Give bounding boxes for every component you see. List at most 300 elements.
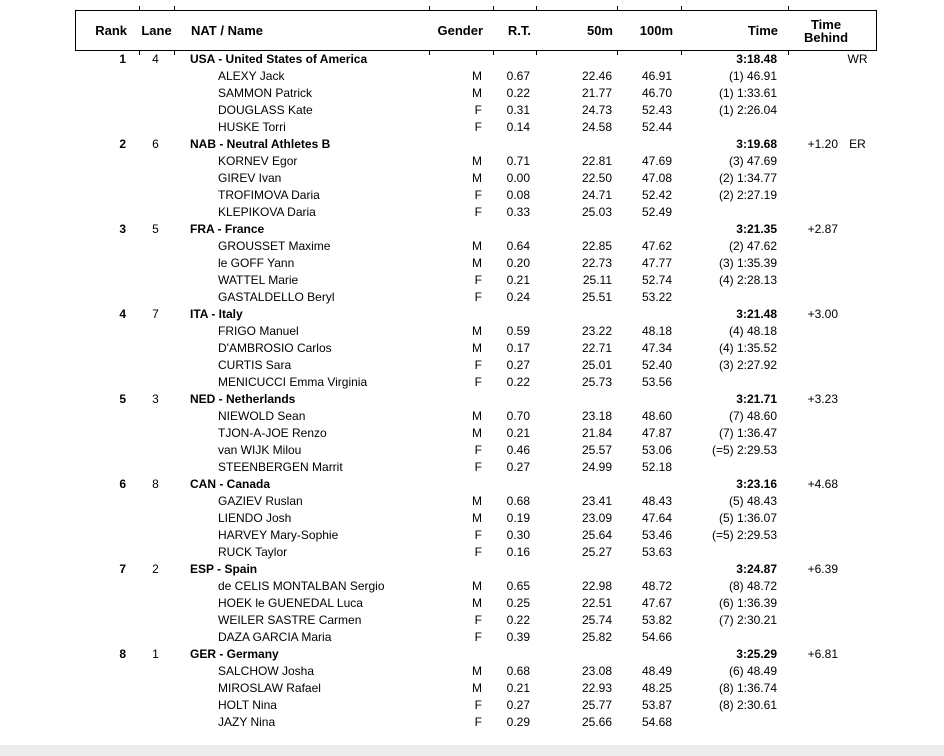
swimmer-cumulative-split: (1) 2:26.04 bbox=[718, 103, 777, 117]
swimmer-cumulative-split: (=5) 2:29.53 bbox=[711, 528, 777, 542]
swimmer-row bbox=[75, 204, 877, 221]
swimmer-name: WEILER SASTRE Carmen bbox=[218, 613, 362, 627]
team-final-time: 3:21.48 bbox=[736, 307, 777, 321]
swimmer-100m-split: 48.18 bbox=[641, 324, 672, 338]
team-rank: 3 bbox=[119, 222, 126, 236]
swimmer-cumulative-split: (3) 1:35.39 bbox=[718, 256, 777, 270]
column-divider-tick bbox=[174, 51, 175, 55]
swimmer-100m-split: 52.44 bbox=[641, 120, 672, 134]
swimmer-reaction-time: 0.67 bbox=[506, 69, 530, 83]
swimmer-100m-split: 52.49 bbox=[641, 205, 672, 219]
swimmer-50m-split: 25.03 bbox=[581, 205, 612, 219]
swimmer-gender: M bbox=[472, 256, 482, 270]
swimmer-100m-split: 52.43 bbox=[641, 103, 672, 117]
team-row bbox=[75, 391, 877, 408]
swimmer-50m-split: 21.77 bbox=[581, 86, 612, 100]
header-gender: Gender bbox=[437, 23, 483, 38]
swimmer-cumulative-split: (4) 48.18 bbox=[728, 324, 777, 338]
swimmer-100m-split: 47.77 bbox=[641, 256, 672, 270]
swimmer-50m-split: 22.81 bbox=[581, 154, 612, 168]
swimmer-row bbox=[75, 680, 877, 697]
swimmer-gender: M bbox=[472, 426, 482, 440]
swimmer-name: TJON-A-JOE Renzo bbox=[218, 426, 327, 440]
column-divider-tick bbox=[681, 51, 682, 55]
team-name: FRA - France bbox=[190, 222, 265, 236]
swimmer-reaction-time: 0.27 bbox=[506, 698, 530, 712]
swimmer-reaction-time: 0.46 bbox=[506, 443, 530, 457]
team-final-time: 3:25.29 bbox=[736, 647, 777, 661]
column-divider-tick bbox=[139, 6, 140, 10]
swimmer-name: HUSKE Torri bbox=[218, 120, 286, 134]
team-behind-cell bbox=[787, 306, 877, 323]
swimmer-50m-split: 25.77 bbox=[581, 698, 612, 712]
team-lane: 1 bbox=[152, 647, 159, 661]
swimmer-reaction-time: 0.21 bbox=[506, 681, 530, 695]
team-row bbox=[75, 561, 877, 578]
swimmer-100m-split: 46.91 bbox=[641, 69, 672, 83]
swimmer-name: SAMMON Patrick bbox=[218, 86, 313, 100]
team-row bbox=[75, 136, 877, 153]
swimmer-name: STEENBERGEN Marrit bbox=[218, 460, 343, 474]
swimmer-row bbox=[75, 340, 877, 357]
swimmer-50m-split: 23.08 bbox=[581, 664, 612, 678]
swimmer-cumulative-split: (7) 2:30.21 bbox=[718, 613, 777, 627]
swimmer-name: RUCK Taylor bbox=[218, 545, 288, 559]
swimmer-reaction-time: 0.24 bbox=[506, 290, 530, 304]
swimmer-name: GASTALDELLO Beryl bbox=[218, 290, 335, 304]
swimmer-gender: M bbox=[472, 341, 482, 355]
swimmer-100m-split: 52.74 bbox=[641, 273, 672, 287]
swimmer-name: GROUSSET Maxime bbox=[218, 239, 331, 253]
swimmer-reaction-time: 0.14 bbox=[506, 120, 530, 134]
swimmer-reaction-time: 0.68 bbox=[506, 664, 530, 678]
swimmer-cumulative-split: (2) 2:27.19 bbox=[718, 188, 777, 202]
bottom-bar bbox=[0, 745, 944, 756]
swimmer-100m-split: 48.49 bbox=[641, 664, 672, 678]
swimmer-name: SALCHOW Josha bbox=[218, 664, 315, 678]
results-sheet bbox=[75, 10, 877, 731]
swimmer-100m-split: 47.69 bbox=[641, 154, 672, 168]
swimmer-50m-split: 25.74 bbox=[581, 613, 612, 627]
swimmer-100m-split: 52.42 bbox=[641, 188, 672, 202]
team-lane: 3 bbox=[152, 392, 159, 406]
team-lane: 8 bbox=[152, 477, 159, 491]
column-divider-tick bbox=[493, 6, 494, 10]
swimmer-reaction-time: 0.64 bbox=[506, 239, 530, 253]
swimmer-name: WATTEL Marie bbox=[218, 273, 299, 287]
swimmer-row bbox=[75, 442, 877, 459]
team-row bbox=[75, 51, 877, 68]
swimmer-50m-split: 24.73 bbox=[581, 103, 612, 117]
swimmer-reaction-time: 0.68 bbox=[506, 494, 530, 508]
team-final-time: 3:24.87 bbox=[736, 562, 777, 576]
swimmer-gender: M bbox=[472, 579, 482, 593]
swimmer-50m-split: 25.11 bbox=[582, 273, 612, 287]
swimmer-row bbox=[75, 510, 877, 527]
swimmer-gender: M bbox=[472, 154, 482, 168]
swimmer-gender: M bbox=[472, 171, 482, 185]
swimmer-cumulative-split: (5) 1:36.07 bbox=[718, 511, 777, 525]
record-badge: ER bbox=[849, 137, 866, 151]
swimmer-100m-split: 47.08 bbox=[641, 171, 672, 185]
swimmer-row bbox=[75, 255, 877, 272]
swimmer-name: D'AMBROSIO Carlos bbox=[218, 341, 332, 355]
swimmer-name: DAZA GARCIA Maria bbox=[218, 630, 332, 644]
column-divider-tick bbox=[788, 51, 789, 55]
swimmer-row bbox=[75, 527, 877, 544]
swimmer-reaction-time: 0.08 bbox=[506, 188, 530, 202]
swimmer-100m-split: 53.56 bbox=[641, 375, 672, 389]
swimmer-row bbox=[75, 357, 877, 374]
swimmer-name: NIEWOLD Sean bbox=[218, 409, 306, 423]
team-final-time: 3:19.68 bbox=[736, 137, 777, 151]
team-final-time: 3:21.35 bbox=[736, 222, 777, 236]
swimmer-50m-split: 23.41 bbox=[581, 494, 612, 508]
team-rank: 6 bbox=[119, 477, 126, 491]
team-lane: 6 bbox=[152, 137, 159, 151]
team-rank: 1 bbox=[119, 52, 126, 66]
swimmer-reaction-time: 0.29 bbox=[506, 715, 530, 729]
team-row bbox=[75, 476, 877, 493]
swimmer-name: le GOFF Yann bbox=[218, 256, 295, 270]
swimmer-50m-split: 25.57 bbox=[581, 443, 612, 457]
results-body bbox=[75, 51, 877, 731]
swimmer-reaction-time: 0.33 bbox=[506, 205, 530, 219]
team-row bbox=[75, 646, 877, 663]
team-lane: 2 bbox=[152, 562, 159, 576]
header-time-behind bbox=[788, 18, 878, 44]
swimmer-name: MIROSLAW Rafael bbox=[218, 681, 321, 695]
swimmer-reaction-time: 0.21 bbox=[506, 426, 530, 440]
swimmer-cumulative-split: (6) 1:36.39 bbox=[718, 596, 777, 610]
swimmer-50m-split: 25.66 bbox=[581, 715, 612, 729]
team-name: ESP - Spain bbox=[190, 562, 258, 576]
swimmer-row bbox=[75, 68, 877, 85]
swimmer-name: de CELIS MONTALBAN Sergio bbox=[218, 579, 385, 593]
swimmer-gender: F bbox=[474, 273, 482, 287]
swimmer-100m-split: 53.46 bbox=[641, 528, 672, 542]
team-behind-cell bbox=[787, 561, 877, 578]
swimmer-name: KLEPIKOVA Daria bbox=[218, 205, 316, 219]
swimmer-name: ALEXY Jack bbox=[218, 69, 285, 83]
swimmer-gender: F bbox=[474, 103, 482, 117]
swimmer-100m-split: 52.18 bbox=[641, 460, 672, 474]
swimmer-gender: M bbox=[472, 494, 482, 508]
swimmer-50m-split: 22.71 bbox=[581, 341, 612, 355]
swimmer-gender: F bbox=[474, 630, 482, 644]
team-lane: 5 bbox=[152, 222, 159, 236]
swimmer-row bbox=[75, 425, 877, 442]
swimmer-row bbox=[75, 238, 877, 255]
swimmer-row bbox=[75, 595, 877, 612]
swimmer-reaction-time: 0.21 bbox=[506, 273, 530, 287]
swimmer-cumulative-split: (7) 1:36.47 bbox=[718, 426, 777, 440]
swimmer-row bbox=[75, 323, 877, 340]
header-100m: 100m bbox=[639, 23, 673, 38]
team-rank: 2 bbox=[119, 137, 126, 151]
time-behind-value: +6.81 bbox=[807, 647, 838, 661]
swimmer-row bbox=[75, 714, 877, 731]
swimmer-50m-split: 25.51 bbox=[581, 290, 612, 304]
swimmer-reaction-time: 0.25 bbox=[506, 596, 530, 610]
swimmer-cumulative-split: (8) 48.72 bbox=[728, 579, 777, 593]
swimmer-gender: M bbox=[472, 596, 482, 610]
column-divider-tick bbox=[536, 51, 537, 55]
swimmer-name: FRIGO Manuel bbox=[218, 324, 299, 338]
swimmer-50m-split: 22.98 bbox=[581, 579, 612, 593]
swimmer-50m-split: 22.73 bbox=[581, 256, 612, 270]
swimmer-100m-split: 53.06 bbox=[641, 443, 672, 457]
swimmer-reaction-time: 0.00 bbox=[506, 171, 530, 185]
header-lane: Lane bbox=[141, 23, 172, 38]
swimmer-name: HOEK le GUENEDAL Luca bbox=[218, 596, 363, 610]
swimmer-50m-split: 25.64 bbox=[581, 528, 612, 542]
swimmer-row bbox=[75, 187, 877, 204]
swimmer-gender: F bbox=[474, 613, 482, 627]
swimmer-reaction-time: 0.65 bbox=[506, 579, 530, 593]
team-name: CAN - Canada bbox=[190, 477, 271, 491]
swimmer-name: TROFIMOVA Daria bbox=[218, 188, 320, 202]
swimmer-name: DOUGLASS Kate bbox=[218, 103, 313, 117]
swimmer-gender: F bbox=[474, 358, 482, 372]
swimmer-100m-split: 47.34 bbox=[641, 341, 672, 355]
swimmer-100m-split: 52.40 bbox=[641, 358, 672, 372]
swimmer-50m-split: 24.71 bbox=[581, 188, 612, 202]
swimmer-100m-split: 54.68 bbox=[641, 715, 672, 729]
swimmer-50m-split: 22.50 bbox=[581, 171, 612, 185]
swimmer-row bbox=[75, 374, 877, 391]
header-reaction-time: R.T. bbox=[507, 23, 531, 38]
swimmer-name: JAZY Nina bbox=[218, 715, 276, 729]
swimmer-50m-split: 21.84 bbox=[581, 426, 612, 440]
swimmer-gender: M bbox=[472, 409, 482, 423]
header-rank: Rank bbox=[95, 23, 127, 38]
swimmer-gender: M bbox=[472, 324, 482, 338]
swimmer-name: van WIJK Milou bbox=[218, 443, 302, 457]
team-lane: 4 bbox=[152, 52, 159, 66]
swimmer-100m-split: 53.22 bbox=[641, 290, 672, 304]
team-behind-cell bbox=[787, 476, 877, 493]
swimmer-reaction-time: 0.30 bbox=[506, 528, 530, 542]
swimmer-50m-split: 22.93 bbox=[581, 681, 612, 695]
swimmer-cumulative-split: (5) 48.43 bbox=[728, 494, 777, 508]
team-behind-cell bbox=[787, 391, 877, 408]
swimmer-row bbox=[75, 629, 877, 646]
swimmer-cumulative-split: (2) 47.62 bbox=[728, 239, 777, 253]
swimmer-reaction-time: 0.59 bbox=[506, 324, 530, 338]
swimmer-gender: F bbox=[474, 443, 482, 457]
swimmer-cumulative-split: (=5) 2:29.53 bbox=[711, 443, 777, 457]
swimmer-reaction-time: 0.17 bbox=[506, 341, 530, 355]
swimmer-50m-split: 22.46 bbox=[581, 69, 612, 83]
swimmer-gender: F bbox=[474, 715, 482, 729]
column-divider-tick bbox=[493, 51, 494, 55]
swimmer-cumulative-split: (3) 47.69 bbox=[728, 154, 777, 168]
team-behind-cell bbox=[787, 51, 877, 68]
swimmer-reaction-time: 0.31 bbox=[506, 103, 530, 117]
swimmer-gender: M bbox=[472, 86, 482, 100]
team-rank: 8 bbox=[119, 647, 126, 661]
header-50m: 50m bbox=[586, 23, 613, 38]
swimmer-name: KORNEV Egor bbox=[218, 154, 298, 168]
swimmer-100m-split: 48.72 bbox=[641, 579, 672, 593]
swimmer-gender: F bbox=[474, 290, 482, 304]
swimmer-reaction-time: 0.71 bbox=[506, 154, 530, 168]
team-name: NED - Netherlands bbox=[190, 392, 296, 406]
time-behind-value: +4.68 bbox=[807, 477, 838, 491]
swimmer-reaction-time: 0.22 bbox=[506, 375, 530, 389]
swimmer-row bbox=[75, 170, 877, 187]
swimmer-reaction-time: 0.22 bbox=[506, 613, 530, 627]
column-divider-tick bbox=[536, 6, 537, 10]
team-behind-cell bbox=[787, 136, 877, 153]
team-name: USA - United States of America bbox=[190, 52, 368, 66]
swimmer-row bbox=[75, 272, 877, 289]
swimmer-100m-split: 47.87 bbox=[641, 426, 672, 440]
team-lane: 7 bbox=[152, 307, 159, 321]
swimmer-name: HARVEY Mary-Sophie bbox=[218, 528, 339, 542]
swimmer-row bbox=[75, 663, 877, 680]
swimmer-50m-split: 23.22 bbox=[581, 324, 612, 338]
swimmer-gender: M bbox=[472, 681, 482, 695]
team-name: NAB - Neutral Athletes B bbox=[190, 137, 331, 151]
swimmer-reaction-time: 0.19 bbox=[506, 511, 530, 525]
swimmer-row bbox=[75, 493, 877, 510]
team-rank: 4 bbox=[119, 307, 126, 321]
column-divider-tick bbox=[788, 6, 789, 10]
team-behind-cell bbox=[787, 646, 877, 663]
swimmer-cumulative-split: (7) 48.60 bbox=[728, 409, 777, 423]
swimmer-100m-split: 48.25 bbox=[641, 681, 672, 695]
results-header-row bbox=[75, 10, 877, 51]
time-behind-value: +1.20 bbox=[807, 137, 838, 151]
header-nat-name: NAT / Name bbox=[191, 23, 263, 38]
swimmer-100m-split: 47.64 bbox=[641, 511, 672, 525]
team-behind-cell bbox=[787, 221, 877, 238]
swimmer-row bbox=[75, 697, 877, 714]
swimmer-50m-split: 24.58 bbox=[581, 120, 612, 134]
swimmer-name: GIREV Ivan bbox=[218, 171, 282, 185]
swimmer-name: MENICUCCI Emma Virginia bbox=[218, 375, 368, 389]
swimmer-name: LIENDO Josh bbox=[218, 511, 292, 525]
swimmer-100m-split: 48.60 bbox=[641, 409, 672, 423]
swimmer-cumulative-split: (4) 2:28.13 bbox=[718, 273, 777, 287]
swimmer-gender: F bbox=[474, 188, 482, 202]
swimmer-gender: M bbox=[472, 664, 482, 678]
swimmer-gender: M bbox=[472, 239, 482, 253]
swimmer-gender: F bbox=[474, 698, 482, 712]
column-divider-tick bbox=[617, 6, 618, 10]
swimmer-gender: M bbox=[472, 69, 482, 83]
swimmer-row bbox=[75, 408, 877, 425]
swimmer-row bbox=[75, 102, 877, 119]
swimmer-row bbox=[75, 578, 877, 595]
header-time: Time bbox=[747, 23, 778, 38]
column-divider-tick bbox=[429, 6, 430, 10]
swimmer-cumulative-split: (1) 46.91 bbox=[728, 69, 777, 83]
swimmer-row bbox=[75, 289, 877, 306]
swimmer-100m-split: 53.87 bbox=[641, 698, 672, 712]
team-name: GER - Germany bbox=[190, 647, 279, 661]
swimmer-cumulative-split: (1) 1:33.61 bbox=[718, 86, 777, 100]
team-row bbox=[75, 221, 877, 238]
column-divider-tick bbox=[681, 6, 682, 10]
header-time-behind-line1: Time bbox=[810, 16, 842, 32]
team-rank: 5 bbox=[119, 392, 126, 406]
swimmer-50m-split: 25.27 bbox=[581, 545, 612, 559]
column-divider-tick bbox=[429, 51, 430, 55]
swimmer-100m-split: 47.62 bbox=[641, 239, 672, 253]
swimmer-row bbox=[75, 119, 877, 136]
swimmer-cumulative-split: (6) 48.49 bbox=[728, 664, 777, 678]
swimmer-gender: F bbox=[474, 528, 482, 542]
swimmer-gender: F bbox=[474, 545, 482, 559]
swimmer-100m-split: 53.82 bbox=[641, 613, 672, 627]
swimmer-100m-split: 46.70 bbox=[641, 86, 672, 100]
record-badge: WR bbox=[847, 52, 868, 66]
swimmer-100m-split: 47.67 bbox=[641, 596, 672, 610]
swimmer-100m-split: 53.63 bbox=[641, 545, 672, 559]
swimmer-gender: M bbox=[472, 511, 482, 525]
swimmer-100m-split: 48.43 bbox=[641, 494, 672, 508]
swimmer-name: HOLT Nina bbox=[218, 698, 277, 712]
team-row bbox=[75, 306, 877, 323]
swimmer-50m-split: 24.99 bbox=[581, 460, 612, 474]
swimmer-row bbox=[75, 612, 877, 629]
swimmer-row bbox=[75, 459, 877, 476]
time-behind-value: +2.87 bbox=[807, 222, 838, 236]
time-behind-value: +3.23 bbox=[807, 392, 838, 406]
swimmer-50m-split: 25.73 bbox=[581, 375, 612, 389]
column-divider-tick bbox=[174, 6, 175, 10]
swimmer-row bbox=[75, 153, 877, 170]
swimmer-row bbox=[75, 85, 877, 102]
swimmer-name: GAZIEV Ruslan bbox=[218, 494, 303, 508]
swimmer-reaction-time: 0.16 bbox=[506, 545, 530, 559]
column-divider-tick bbox=[617, 51, 618, 55]
time-behind-value: +6.39 bbox=[807, 562, 838, 576]
swimmer-reaction-time: 0.20 bbox=[506, 256, 530, 270]
team-final-time: 3:21.71 bbox=[736, 392, 777, 406]
swimmer-50m-split: 22.51 bbox=[581, 596, 612, 610]
time-behind-value: +3.00 bbox=[807, 307, 838, 321]
team-final-time: 3:18.48 bbox=[736, 52, 777, 66]
swimmer-50m-split: 23.18 bbox=[581, 409, 612, 423]
swimmer-gender: F bbox=[474, 460, 482, 474]
header-time-behind-line2: Behind bbox=[803, 29, 849, 45]
team-final-time: 3:23.16 bbox=[736, 477, 777, 491]
swimmer-reaction-time: 0.39 bbox=[506, 630, 530, 644]
team-rank: 7 bbox=[119, 562, 126, 576]
swimmer-reaction-time: 0.27 bbox=[506, 358, 530, 372]
swimmer-gender: F bbox=[474, 205, 482, 219]
swimmer-reaction-time: 0.22 bbox=[506, 86, 530, 100]
swimmer-cumulative-split: (8) 2:30.61 bbox=[718, 698, 777, 712]
swimmer-reaction-time: 0.70 bbox=[506, 409, 530, 423]
swimmer-name: CURTIS Sara bbox=[218, 358, 292, 372]
swimmer-cumulative-split: (8) 1:36.74 bbox=[718, 681, 777, 695]
swimmer-cumulative-split: (2) 1:34.77 bbox=[718, 171, 777, 185]
swimmer-50m-split: 22.85 bbox=[581, 239, 612, 253]
swimmer-50m-split: 25.01 bbox=[581, 358, 612, 372]
swimmer-row bbox=[75, 544, 877, 561]
swimmer-reaction-time: 0.27 bbox=[506, 460, 530, 474]
swimmer-gender: F bbox=[474, 375, 482, 389]
swimmer-cumulative-split: (4) 1:35.52 bbox=[718, 341, 777, 355]
swimmer-gender: F bbox=[474, 120, 482, 134]
swimmer-50m-split: 25.82 bbox=[581, 630, 612, 644]
team-name: ITA - Italy bbox=[190, 307, 243, 321]
